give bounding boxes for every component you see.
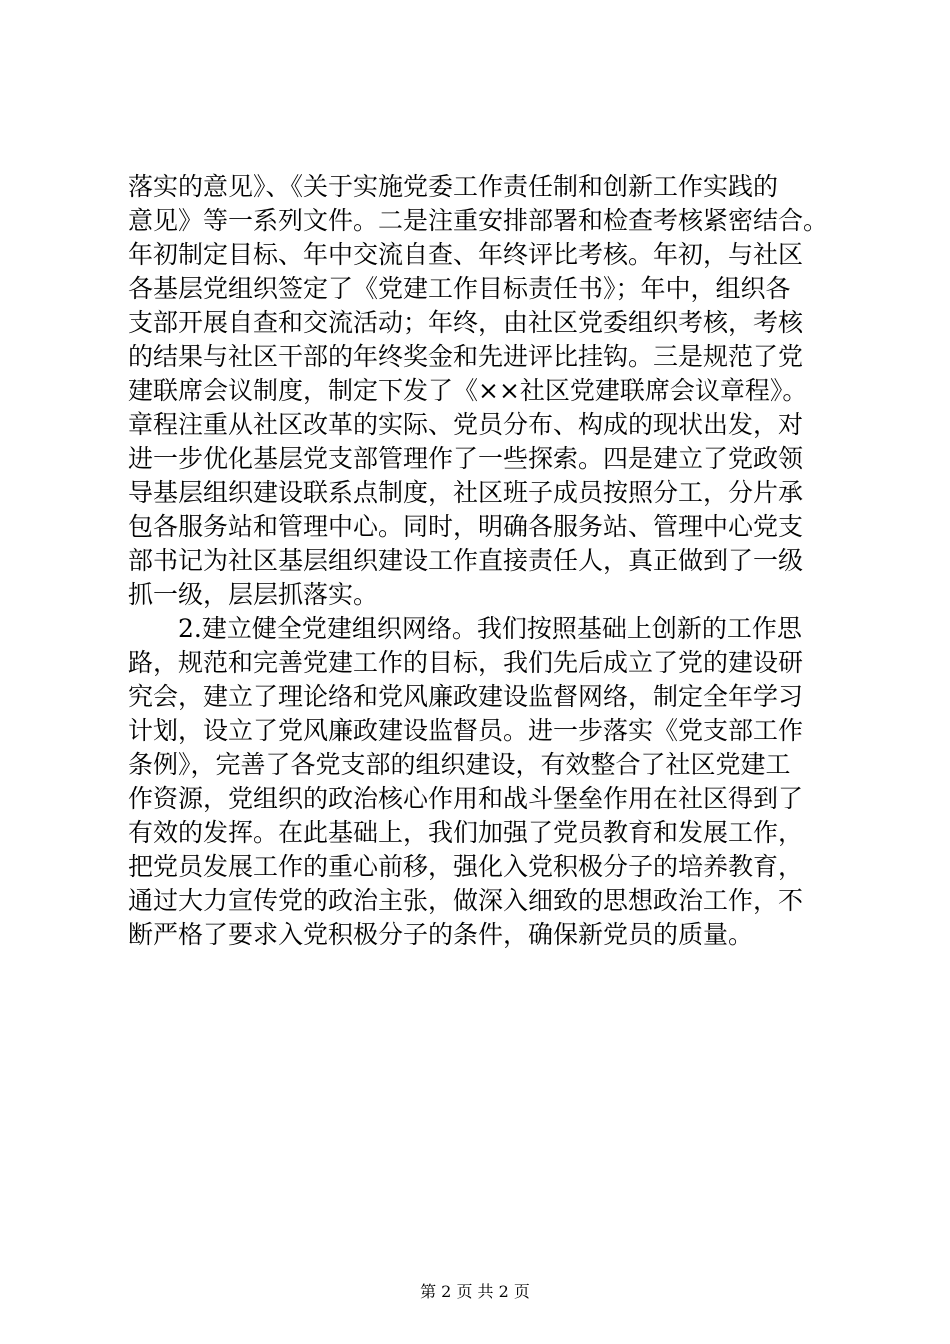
text-line: 导基层组织建设联系点制度，社区班子成员按照分工，分片承 — [128, 478, 804, 507]
text-line: 部书记为社区基层组织建设工作直接责任人，真正做到了一级 — [128, 546, 804, 575]
text-line: 年初制定目标、年中交流自查、年终评比考核。年初，与社区 — [128, 240, 804, 269]
text-line: 建联席会议制度，制定下发了《××社区党建联席会议章程》。 — [128, 376, 808, 405]
text-line: 有效的发挥。在此基础上，我们加强了党员教育和发展工作， — [128, 818, 804, 847]
text-line: 的结果与社区干部的年终奖金和先进评比挂钩。三是规范了党 — [128, 342, 804, 371]
text-line: 断严格了要求入党积极分子的条件，确保新党员的质量。 — [128, 920, 754, 949]
text-line: 计划，设立了党风廉政建设监督员。进一步落实《党支部工作 — [128, 716, 804, 745]
page-number-footer: 第 2 页 共 2 页 — [420, 1282, 530, 1301]
text-line: 条例》，完善了各党支部的组织建设，有效整合了社区党建工 — [128, 750, 791, 779]
text-line: 2.建立健全党建组织网络。我们按照基础上创新的工作思 — [128, 614, 802, 643]
text-line: 包各服务站和管理中心。同时，明确各服务站、管理中心党支 — [128, 512, 804, 541]
text-line: 意见》等一系列文件。二是注重安排部署和检查考核紧密结合。 — [128, 206, 829, 235]
body-text — [128, 170, 848, 952]
text-line: 通过大力宣传党的政治主张，做深入细致的思想政治工作，不 — [128, 886, 804, 915]
text-line: 进一步优化基层党支部管理作了一些探索。四是建立了党政领 — [128, 444, 804, 473]
text-line: 把党员发展工作的重心前移，强化入党积极分子的培养教育， — [128, 852, 804, 881]
text-line: 路，规范和完善党建工作的目标，我们先后成立了党的建设研 — [128, 648, 804, 677]
text-line: 究会，建立了理论络和党风廉政建设监督网络，制定全年学习 — [128, 682, 804, 711]
text-line: 章程注重从社区改革的实际、党员分布、构成的现状出发，对 — [128, 410, 804, 439]
text-line: 支部开展自查和交流活动；年终，由社区党委组织考核，考核 — [128, 308, 804, 337]
text-line: 作资源，党组织的政治核心作用和战斗堡垒作用在社区得到了 — [128, 784, 804, 813]
text-line: 落实的意见》、《关于实施党委工作责任制和创新工作实践的 — [128, 172, 779, 201]
text-line: 抓一级，层层抓落实。 — [128, 580, 379, 609]
text-line: 各基层党组织签定了《党建工作目标责任书》；年中，组织各 — [128, 274, 791, 303]
